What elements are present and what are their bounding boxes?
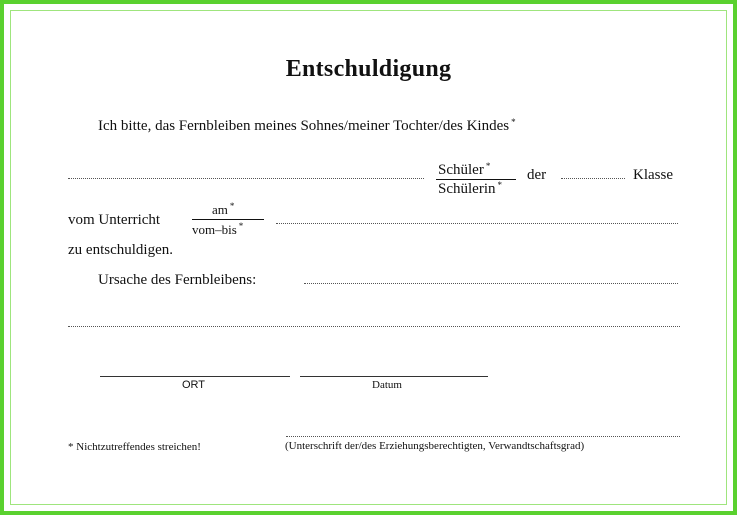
signature-line[interactable] xyxy=(286,436,680,437)
datum-line[interactable] xyxy=(300,376,488,377)
ursache-line-1[interactable] xyxy=(304,283,678,284)
ort-label: ORT xyxy=(182,379,206,391)
vom-bis-label: vom–bis xyxy=(192,222,237,237)
schuelerin-option xyxy=(438,180,502,198)
vom-bis-mark: * xyxy=(238,221,244,231)
schuelerin-mark: * xyxy=(497,180,502,190)
intro-footnote-mark: * xyxy=(511,117,516,127)
intro-sentence: Ich bitte, das Fernbleiben meines Sohnes/meiner Tochter/des Kindes xyxy=(98,118,510,134)
schueler-label: Schüler xyxy=(438,162,484,178)
signature-label: (Unterschrift der/des Erziehungsberechtigten, Verwandtschaftsgrad) xyxy=(285,440,585,452)
am-fraction-line xyxy=(192,219,264,220)
name-line[interactable] xyxy=(68,178,424,179)
klasse-label: Klasse xyxy=(633,167,673,183)
form-title: Entschuldigung xyxy=(285,56,452,82)
ursache-label: Ursache des Fernbleibens: xyxy=(98,272,257,288)
footnote-text: * Nichtzutreffendes streichen! xyxy=(68,441,201,453)
date-line[interactable] xyxy=(276,223,678,224)
ort-line[interactable] xyxy=(100,376,290,377)
am-label: am xyxy=(212,202,228,217)
am-mark: * xyxy=(229,201,235,211)
vom-unterricht-label: vom Unterricht xyxy=(68,212,161,228)
der-label: der xyxy=(527,167,547,183)
ursache-line-2[interactable] xyxy=(68,326,680,327)
intro-text xyxy=(98,117,516,135)
schueler-mark: * xyxy=(485,161,491,171)
klasse-line[interactable] xyxy=(561,178,625,179)
schuelerin-label: Schülerin xyxy=(438,181,496,197)
datum-label: Datum xyxy=(372,379,402,391)
zu-entschuldigen-text: zu entschuldigen. xyxy=(68,242,173,258)
vom-bis-option xyxy=(192,221,243,238)
am-option xyxy=(212,201,234,218)
schueler-option xyxy=(438,161,490,179)
